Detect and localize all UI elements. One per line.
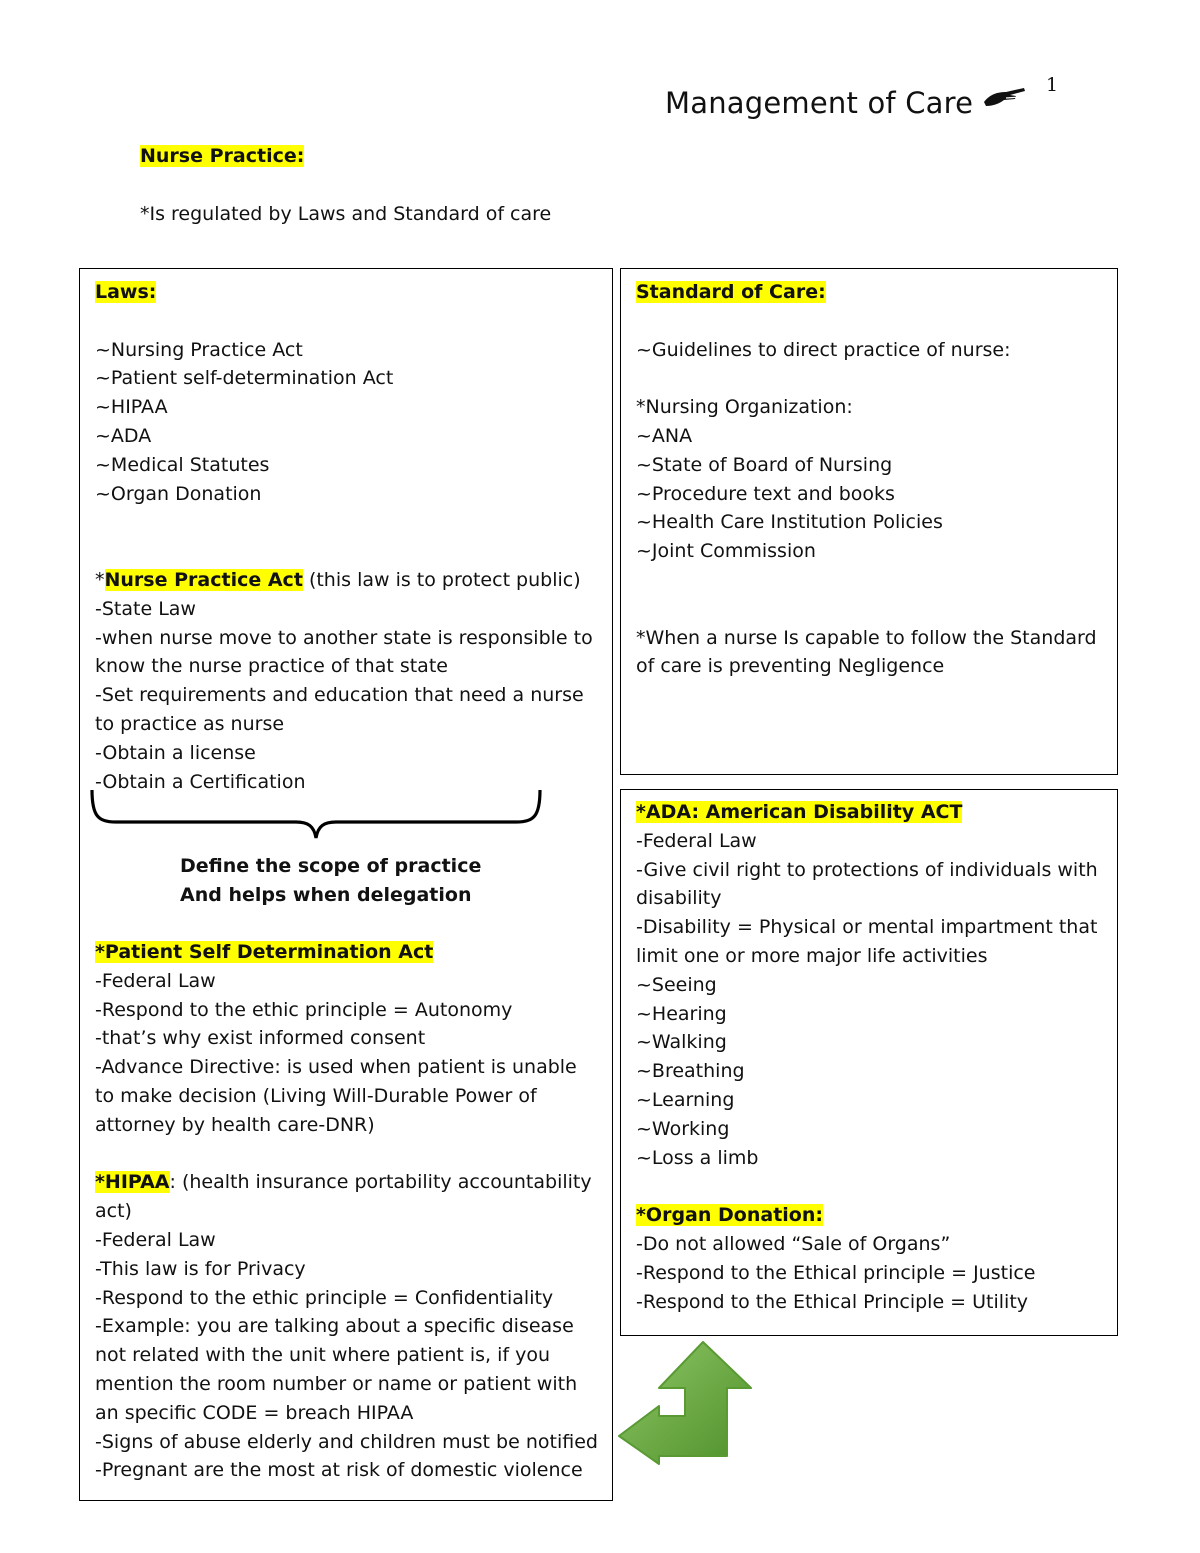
ada-line: ~Seeing <box>636 973 717 996</box>
standard-line: ~Health Care Institution Policies <box>636 511 943 534</box>
laws-heading: Laws: <box>95 281 157 303</box>
hipaa-line: -Respond to the ethic principle = Confidentiality <box>95 1286 554 1309</box>
ada-line: ~Walking <box>636 1031 727 1054</box>
organ-line: -Respond to the Ethical Principle = Utility <box>636 1290 1029 1313</box>
ada-line: limit one or more major life activities <box>636 944 988 967</box>
pointing-hand-icon <box>980 84 1028 110</box>
laws-list-item: ~ADA <box>95 424 152 447</box>
laws-list-item: ~Nursing Practice Act <box>95 338 303 361</box>
curly-brace-icon <box>86 786 546 840</box>
ada-line: disability <box>636 887 722 910</box>
psda-lines <box>95 967 598 1140</box>
ada-lines <box>636 827 1098 1173</box>
ada-line: ~Learning <box>636 1088 735 1111</box>
npa-line: -Obtain a license <box>95 741 256 764</box>
standard-line: ~Guidelines to direct practice of nurse: <box>636 338 1011 361</box>
npa-lines <box>95 595 593 797</box>
npa-line: -State Law <box>95 597 196 620</box>
standard-line: *When a nurse Is capable to follow the Standard <box>636 626 1097 649</box>
hipaa-line: -This law is for Privacy <box>95 1257 306 1280</box>
hipaa-line: not related with the unit where patient is, if you <box>95 1344 551 1367</box>
npa-line: to practice as nurse <box>95 712 285 735</box>
psda-line: -Advance Directive: is used when patient is unable <box>95 1056 577 1079</box>
psda-line: to make decision (Living Will-Durable Power of <box>95 1084 537 1107</box>
hipaa-lines <box>95 1197 598 1485</box>
psda-line: -Respond to the ethic principle = Autonomy <box>95 998 513 1021</box>
standard-line <box>636 364 1097 393</box>
standard-line: of care is preventing Negligence <box>636 655 945 678</box>
laws-list-item: ~HIPAA <box>95 396 168 419</box>
ada-line: ~Working <box>636 1117 730 1140</box>
laws-list-item: ~Organ Donation <box>95 482 262 505</box>
page-title: Management of Care <box>665 86 974 120</box>
hipaa-line: act) <box>95 1200 132 1223</box>
ada-line: ~Loss a limb <box>636 1146 759 1169</box>
standard-line: ~ANA <box>636 424 693 447</box>
npa-heading: *Nurse Practice Act (this law is to protect public) <box>95 568 581 591</box>
standard-content <box>636 278 1097 681</box>
ada-line: -Give civil right to protections of individuals with <box>636 858 1098 881</box>
psda-section <box>95 938 598 1485</box>
hipaa-heading: *HIPAA: (health insurance portability accountability <box>95 1171 592 1194</box>
standard-heading: Standard of Care: <box>636 281 826 303</box>
npa-line: -Set requirements and education that need a nurse <box>95 684 584 707</box>
scope-text <box>180 852 481 910</box>
organ-lines <box>636 1230 1098 1316</box>
organ-line: -Respond to the Ethical principle = Justice <box>636 1261 1036 1284</box>
hipaa-line: -Signs of abuse elderly and children must be notified <box>95 1430 598 1453</box>
hipaa-line: an specific CODE = breach HIPAA <box>95 1401 414 1424</box>
bent-arrow-icon <box>615 1338 755 1468</box>
ada-line: -Federal Law <box>636 829 757 852</box>
npa-line: -Obtain a Certification <box>95 770 306 793</box>
psda-line: -that’s why exist informed consent <box>95 1027 426 1050</box>
psda-line: attorney by health care-DNR) <box>95 1113 375 1136</box>
laws-list-item: ~Patient self-determination Act <box>95 367 394 390</box>
scope-line: Define the scope of practice <box>180 855 482 877</box>
ada-line: ~Breathing <box>636 1060 745 1083</box>
nurse-practice-heading: Nurse Practice: <box>140 145 305 167</box>
standard-line <box>636 566 1097 595</box>
scope-line: And helps when delegation <box>180 883 472 906</box>
npa-line: know the nurse practice of that state <box>95 655 448 678</box>
organ-line: -Do not allowed “Sale of Organs” <box>636 1232 951 1255</box>
psda-heading: *Patient Self Determination Act <box>95 941 434 963</box>
psda-line: -Federal Law <box>95 969 216 992</box>
laws-list <box>95 336 593 509</box>
standard-lines <box>636 336 1097 682</box>
npa-line: -when nurse move to another state is responsible to <box>95 626 593 649</box>
ada-content <box>636 798 1098 1316</box>
organ-heading: *Organ Donation: <box>636 1204 823 1227</box>
page-number: 1 <box>1046 74 1059 96</box>
intro-text: *Is regulated by Laws and Standard of care <box>140 203 552 225</box>
hipaa-line: -Pregnant are the most at risk of domestic violence <box>95 1459 583 1482</box>
ada-line: ~Hearing <box>636 1002 727 1025</box>
hipaa-line: -Example: you are talking about a specific disease <box>95 1315 574 1338</box>
standard-line: ~State of Board of Nursing <box>636 453 893 476</box>
ada-heading: *ADA: American Disability ACT <box>636 801 963 823</box>
standard-line <box>636 595 1097 624</box>
standard-line: ~Joint Commission <box>636 540 816 563</box>
hipaa-line: -Federal Law <box>95 1228 216 1251</box>
hipaa-line: mention the room number or name or patient with <box>95 1372 578 1395</box>
ada-line: -Disability = Physical or mental impartment that <box>636 916 1098 939</box>
standard-line: ~Procedure text and books <box>636 482 895 505</box>
standard-line: *Nursing Organization: <box>636 396 853 419</box>
laws-content <box>95 278 593 796</box>
laws-list-item: ~Medical Statutes <box>95 453 270 476</box>
